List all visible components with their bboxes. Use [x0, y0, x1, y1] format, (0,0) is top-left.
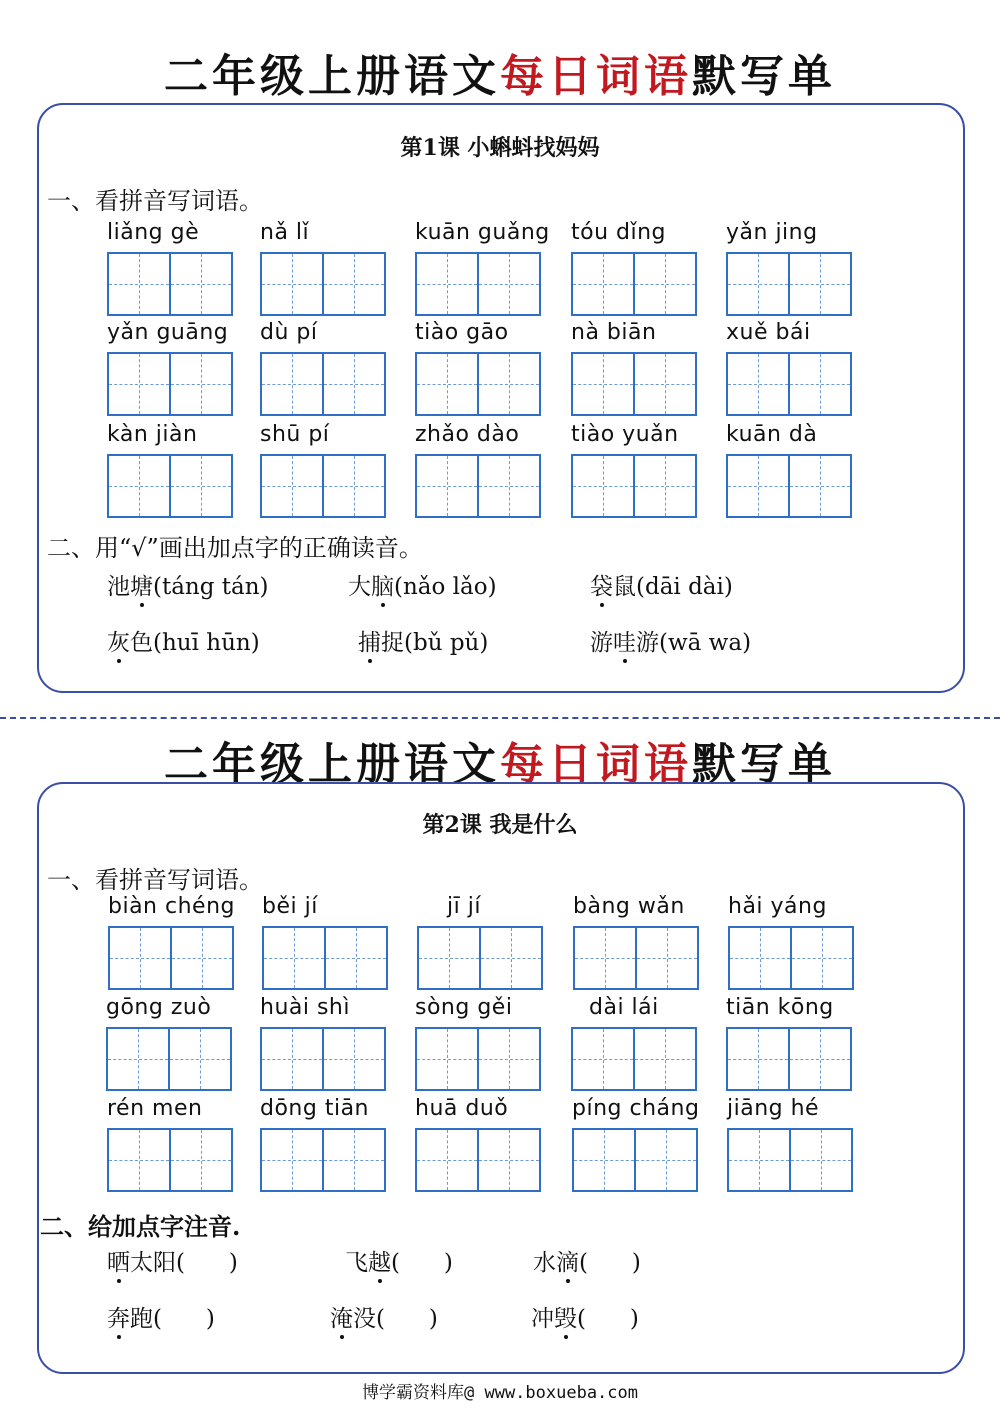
dotted-character: 越: [368, 1244, 391, 1277]
footer-watermark: 博学霸资料库@ www.boxueba.com: [362, 1383, 638, 1403]
pinyin-label: zhǎo dào: [415, 422, 520, 447]
answer-blank[interactable]: ( ): [391, 1250, 453, 1276]
pinyin-label: jī jí: [447, 894, 481, 919]
writing-boxes[interactable]: [107, 252, 233, 316]
pinyin-label: shū pí: [260, 422, 330, 447]
answer-blank[interactable]: ( ): [577, 1306, 639, 1332]
pinyin-label: jiāng hé: [727, 1096, 820, 1121]
pinyin-label: xuě bái: [726, 320, 811, 345]
dotted-character: 捕: [358, 624, 381, 657]
answer-blank[interactable]: ( ): [376, 1306, 438, 1332]
item-text: 冲: [531, 1306, 554, 1332]
writing-boxes[interactable]: [726, 1027, 852, 1091]
writing-boxes[interactable]: [572, 1128, 698, 1192]
pinyin-label: liǎng gè: [107, 220, 200, 245]
writing-boxes[interactable]: [260, 352, 386, 416]
writing-boxes[interactable]: [415, 252, 541, 316]
dotted-character: 袋: [590, 568, 613, 601]
item-text: 捉: [381, 630, 404, 656]
sheet-title: [0, 40, 1000, 104]
pinyin-label: rén men: [107, 1096, 203, 1121]
pinyin-label: huài shì: [260, 995, 350, 1020]
reading-options[interactable]: (dāi dài): [636, 574, 733, 600]
writing-boxes[interactable]: [728, 926, 854, 990]
item-text: 大: [348, 574, 371, 600]
item-text: 太阳: [130, 1250, 176, 1276]
writing-boxes[interactable]: [107, 352, 233, 416]
reading-item: [107, 568, 269, 601]
item-text: 没: [353, 1306, 376, 1332]
writing-boxes[interactable]: [727, 1128, 853, 1192]
pinyin-label: huā duǒ: [415, 1096, 509, 1121]
pinyin-label: yǎn jing: [726, 220, 818, 245]
writing-boxes[interactable]: [571, 454, 697, 518]
writing-boxes[interactable]: [726, 252, 852, 316]
pinyin-label: dài lái: [589, 995, 659, 1020]
reading-item: [590, 624, 751, 657]
writing-boxes[interactable]: [260, 454, 386, 518]
lesson-title: 第1课 小蝌蚪找妈妈: [400, 135, 600, 161]
pinyin-label: tóu dǐng: [571, 220, 667, 245]
answer-blank[interactable]: ( ): [176, 1250, 238, 1276]
title-part: 二年级上册语文: [164, 51, 500, 102]
item-text: 游: [590, 630, 613, 656]
pinyin-label: tiān kōng: [726, 995, 834, 1020]
dotted-character: 奔: [107, 1300, 130, 1333]
pinyin-label: tiào yuǎn: [571, 422, 679, 447]
pinyin-label: gōng zuò: [106, 995, 212, 1020]
dotted-character: 毁: [554, 1300, 577, 1333]
phonetic-item: [107, 1244, 238, 1277]
item-text: 水: [533, 1250, 556, 1276]
section-heading: 一、看拼音写词语。: [47, 187, 263, 215]
pinyin-label: píng cháng: [572, 1096, 700, 1121]
dotted-character: 哇: [613, 624, 636, 657]
writing-boxes[interactable]: [260, 1027, 386, 1091]
title-part: 默写单: [692, 739, 836, 790]
item-text: 池: [107, 574, 130, 600]
item-text: 色: [130, 630, 153, 656]
reading-options[interactable]: (nǎo lǎo): [394, 574, 497, 600]
title-highlight: 每日词语: [500, 739, 692, 790]
writing-boxes[interactable]: [726, 352, 852, 416]
pinyin-label: yǎn guāng: [107, 320, 229, 345]
writing-boxes[interactable]: [415, 454, 541, 518]
reading-options[interactable]: (bǔ pǔ): [404, 630, 489, 656]
answer-blank[interactable]: ( ): [579, 1250, 641, 1276]
pinyin-label: kuān dà: [726, 422, 818, 447]
item-text: 游: [636, 630, 659, 656]
reading-item: [358, 624, 488, 657]
writing-boxes[interactable]: [106, 1027, 232, 1091]
pinyin-label: sòng gěi: [415, 995, 513, 1020]
section-heading: 一、看拼音写词语。: [47, 866, 263, 894]
writing-boxes[interactable]: [107, 454, 233, 518]
pinyin-label: nà biān: [571, 320, 657, 345]
cut-line: [0, 717, 1000, 719]
writing-boxes[interactable]: [260, 1128, 386, 1192]
title-part: 默写单: [692, 51, 836, 102]
writing-boxes[interactable]: [262, 926, 388, 990]
writing-boxes[interactable]: [417, 926, 543, 990]
pinyin-label: kuān guǎng: [415, 220, 550, 245]
pinyin-label: dù pí: [260, 320, 318, 345]
item-text: 鼠: [613, 574, 636, 600]
reading-item: [348, 568, 497, 601]
writing-boxes[interactable]: [573, 926, 699, 990]
writing-boxes[interactable]: [571, 252, 697, 316]
reading-options[interactable]: (táng tán): [153, 574, 269, 600]
pinyin-label: hǎi yáng: [728, 894, 827, 919]
writing-boxes[interactable]: [260, 252, 386, 316]
writing-boxes[interactable]: [415, 1128, 541, 1192]
writing-boxes[interactable]: [108, 926, 234, 990]
reading-options[interactable]: (wā wa): [659, 630, 752, 656]
section-heading: 二、给加点字注音.: [40, 1212, 241, 1241]
phonetic-item: [107, 1300, 215, 1333]
title-highlight: 每日词语: [500, 51, 692, 102]
writing-boxes[interactable]: [571, 352, 697, 416]
item-text: 跑: [130, 1306, 153, 1332]
reading-item: [107, 624, 260, 657]
pinyin-label: nǎ lǐ: [260, 220, 310, 245]
writing-boxes[interactable]: [571, 1027, 697, 1091]
dotted-character: 塘: [130, 568, 153, 601]
phonetic-item: [330, 1300, 438, 1333]
title-part: 二年级上册语文: [164, 739, 500, 790]
item-text: 飞: [345, 1250, 368, 1276]
pinyin-label: bàng wǎn: [573, 894, 685, 919]
pinyin-label: biàn chéng: [108, 894, 235, 919]
phonetic-item: [345, 1244, 453, 1277]
answer-blank[interactable]: ( ): [153, 1306, 215, 1332]
pinyin-label: dōng tiān: [260, 1096, 369, 1121]
dotted-character: 滴: [556, 1244, 579, 1277]
writing-boxes[interactable]: [415, 1027, 541, 1091]
dotted-character: 灰: [107, 624, 130, 657]
dotted-character: 脑: [371, 568, 394, 601]
reading-item: [590, 568, 733, 601]
pinyin-label: kàn jiàn: [107, 422, 198, 447]
dotted-character: 淹: [330, 1300, 353, 1333]
pinyin-label: běi jí: [262, 894, 318, 919]
phonetic-item: [531, 1300, 639, 1333]
section-heading: 二、用“√”画出加点字的正确读音。: [47, 534, 423, 562]
lesson-title: 第2课 我是什么: [422, 812, 578, 838]
writing-boxes[interactable]: [415, 352, 541, 416]
writing-boxes[interactable]: [107, 1128, 233, 1192]
writing-boxes[interactable]: [726, 454, 852, 518]
pinyin-label: tiào gāo: [415, 320, 509, 345]
dotted-character: 晒: [107, 1244, 130, 1277]
phonetic-item: [533, 1244, 641, 1277]
reading-options[interactable]: (huī hūn): [153, 630, 260, 656]
